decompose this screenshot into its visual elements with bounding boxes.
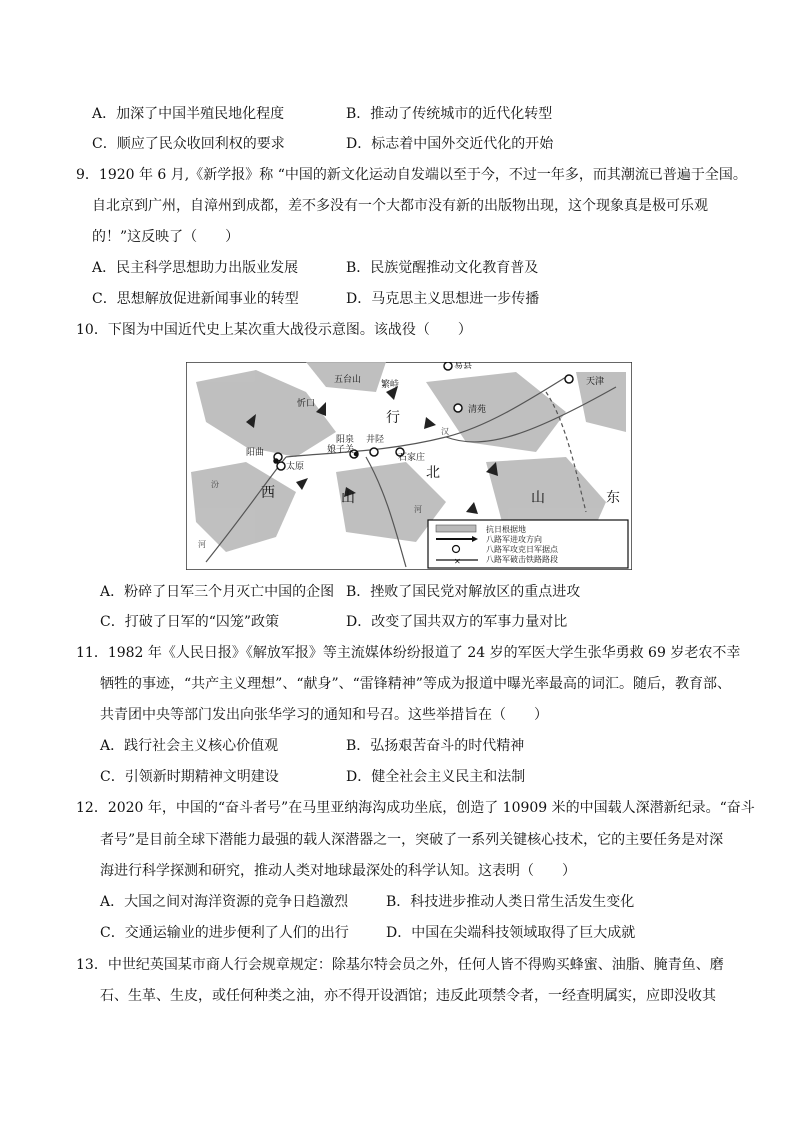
map-label-yangqu: 阳曲 <box>246 448 265 458</box>
map-label-wutaishan: 五台山 <box>334 375 362 385</box>
map-label-hang: 行 <box>386 410 400 426</box>
q10-option-a: A．粉碎了日军三个月灭亡中国的企图 <box>100 584 335 600</box>
q8-option-a: A．加深了中国半殖民地化程度 <box>92 106 285 122</box>
q9-stem-line-2: 自北京到广州，自漳州到成都，差不多没有一个大都市没有新的出版物出现，这个现象真是极可乐观 <box>92 198 708 214</box>
map-label-jingxing: 井陉 <box>366 435 385 445</box>
q10-option-b: B．挫败了国民党对解放区的重点进攻 <box>346 584 581 600</box>
q10-stem: 10．下图为中国近代史上某次重大战役示意图。该战役（ ） <box>76 322 472 338</box>
battle-map <box>186 362 632 570</box>
legend-destroyed-railway: 八路军破击铁路路段 <box>486 555 558 564</box>
q9-option-d: D．马克思主义思想进一步传播 <box>346 291 540 307</box>
q9-stem-line-1: 9．1920 年 6 月,《新学报》称 “中国的新文化运动自发端以至于今，不过一年多，而其潮流已普遍于全国。 <box>76 167 747 183</box>
map-label-dong: 东 <box>606 490 620 506</box>
map-label-xi: 西 <box>261 485 275 501</box>
q13-stem-line-2: 石、生革、生皮，或任何种类之油，亦不得开设酒馆；违反此项禁令者，一经查明属实，应即没收其 <box>100 988 716 1004</box>
map-label-fen: 汾 <box>211 480 219 489</box>
map-label-taiyuan: 太原 <box>286 462 305 472</box>
q8-option-c: C．顺应了民众收回利权的要求 <box>92 136 285 152</box>
q12-stem-line-3: 海进行科学探测和研究，推动人类对地球最深处的科学认知。这表明（ ） <box>100 863 576 879</box>
q12-stem-line-1: 12．2020 年，中国的“奋斗者号”在马里亚纳海沟成功坐底，创造了 10909 米的中国载人深潜新纪录。“奋斗 <box>76 800 755 816</box>
q11-option-a: A．践行社会主义核心价值观 <box>100 738 279 754</box>
q12-stem-line-2: 者号”是目前全球下潜能力最强的载人深潜器之一，突破了一系列关键核心技术，它的主要任务是对深 <box>100 832 724 848</box>
q9-option-a: A．民主科学思想助力出版业发展 <box>92 260 299 276</box>
map-label-niangziguan: 娘子关 <box>327 445 355 455</box>
map-label-bei: 北 <box>426 465 440 481</box>
q11-option-d: D．健全社会主义民主和法制 <box>346 769 526 785</box>
q12-option-a: A．大国之间对海洋资源的竞争日趋激烈 <box>100 894 349 910</box>
map-label-tianjin: 天津 <box>586 377 605 387</box>
svg-text:✕: ✕ <box>454 557 461 566</box>
map-label-xinkou: 忻口 <box>297 399 316 409</box>
map-label-shan-2: 山 <box>531 490 545 506</box>
map-label-shan-1: 山 <box>341 490 355 506</box>
q11-stem-line-2: 牺牲的事迹，“共产主义理想”、“献身”、“雷锋精神”等成为报道中曝光率最高的词汇。随后，教育部、 <box>100 676 731 692</box>
map-label-he-1: 河 <box>198 540 206 549</box>
legend-captured-stronghold: 八路军攻克日军据点 <box>486 545 558 554</box>
q11-option-b: B．弘扬艰苦奋斗的时代精神 <box>346 738 525 754</box>
q13-stem-line-1: 13．中世纪英国某市商人行会规章规定：除基尔特会员之外，任何人皆不得购买蜂蜜、油脂、腌青鱼、磨 <box>76 957 724 973</box>
q11-stem-line-3: 共青团中央等部门发出向张华学习的通知和号召。这些举措旨在（ ） <box>100 707 548 723</box>
map-label-qingyuan: 清苑 <box>468 405 487 415</box>
map-label-han: 汉 <box>441 427 449 436</box>
q10-option-c: C．打破了日军的“囚笼”政策 <box>100 614 280 630</box>
map-label-yixian: 易县 <box>454 362 473 371</box>
q12-option-b: B．科技进步推动人类日常生活发生变化 <box>386 894 635 910</box>
q9-option-b: B．民族觉醒推动文化教育普及 <box>346 260 539 276</box>
q8-option-d: D．标志着中国外交近代化的开始 <box>346 136 554 152</box>
q9-option-c: C．思想解放促进新闻事业的转型 <box>92 291 299 307</box>
q11-option-c: C．引领新时期精神文明建设 <box>100 769 279 785</box>
q12-option-c: C．交通运输业的进步便利了人们的出行 <box>100 925 349 941</box>
q11-stem-line-1: 11．1982 年《人民日报》《解放军报》等主流媒体纷纷报道了 24 岁的军医大学生张华勇救 69 岁老农不幸 <box>76 645 741 661</box>
map-label-fanshi: 繁峙 <box>381 380 400 390</box>
map-label-yangquan: 阳泉 <box>336 435 355 445</box>
map-label-shijiazhuang: 石家庄 <box>398 453 426 463</box>
q8-option-b: B．推动了传统城市的近代化转型 <box>346 106 553 122</box>
q9-stem-line-3: 的！”这反映了（ ） <box>92 229 240 245</box>
legend-attack-direction: 八路军进攻方向 <box>486 535 542 544</box>
legend-base-area: 抗日根据地 <box>486 525 526 534</box>
map-label-he-2: 河 <box>414 505 422 514</box>
q10-option-d: D．改变了国共双方的军事力量对比 <box>346 614 568 630</box>
map-legend <box>428 520 628 568</box>
q12-option-d: D．中国在尖端科技领域取得了巨大成就 <box>386 925 636 941</box>
